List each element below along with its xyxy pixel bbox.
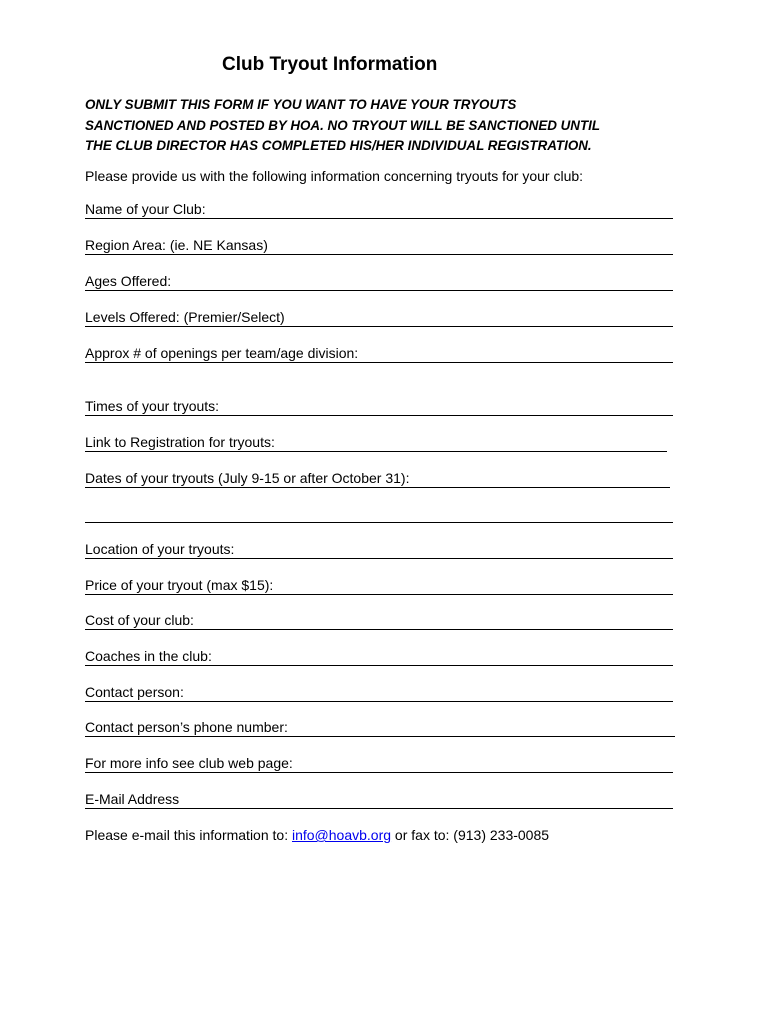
notice-line: SANCTIONED AND POSTED BY HOA. NO TRYOUT WILL BE SANCTIONED UNTIL — [85, 117, 601, 133]
field-label: E-Mail Address — [85, 791, 180, 807]
page-title: Club Tryout Information — [222, 54, 438, 75]
field-label: Location of your tryouts: — [85, 541, 235, 557]
field-label: Times of your tryouts: — [85, 398, 220, 414]
field-openings[interactable] — [85, 342, 673, 363]
footer-suffix: or fax to: (913) 233-0085 — [391, 827, 550, 843]
field-label: Coaches in the club: — [85, 648, 212, 664]
field-tryout-dates[interactable] — [85, 467, 670, 488]
submission-instructions — [85, 827, 549, 843]
field-email-address[interactable] — [85, 788, 673, 809]
field-club-name[interactable] — [85, 198, 673, 219]
notice-line: THE CLUB DIRECTOR HAS COMPLETED HIS/HER INDIVIDUAL REGISTRATION. — [85, 138, 592, 153]
field-label: Price of your tryout (max $15): — [85, 577, 274, 593]
field-label: Contact person’s phone number: — [85, 719, 288, 735]
field-tryout-times[interactable] — [85, 395, 673, 416]
field-label: For more info see club web page: — [85, 755, 293, 771]
field-levels-offered[interactable] — [85, 306, 673, 327]
email-link[interactable]: info@hoavb.org — [291, 827, 392, 843]
field-label: Approx # of openings per team/age division: — [85, 345, 359, 361]
field-tryout-dates-continued[interactable] — [85, 502, 673, 523]
field-label: Dates of your tryouts (July 9-15 or after October 31): — [85, 470, 410, 486]
intro-text: Please provide us with the following information concerning tryouts for your club: — [85, 168, 584, 184]
field-contact-person[interactable] — [85, 681, 673, 702]
field-label: Levels Offered: (Premier/Select) — [85, 309, 285, 325]
field-region-area[interactable] — [85, 234, 673, 255]
field-label: Contact person: — [85, 684, 184, 700]
field-registration-link[interactable] — [85, 431, 667, 452]
field-label: Ages Offered: — [85, 273, 172, 289]
field-contact-phone[interactable] — [85, 716, 675, 737]
field-ages-offered[interactable] — [85, 270, 673, 291]
notice-line: ONLY SUBMIT THIS FORM IF YOU WANT TO HAVE YOUR TRYOUTS — [85, 97, 517, 112]
field-tryout-location[interactable] — [85, 538, 673, 559]
sanction-notice — [85, 95, 685, 157]
field-label: Link to Registration for tryouts: — [85, 434, 275, 450]
field-label: Name of your Club: — [85, 201, 206, 217]
field-club-cost[interactable] — [85, 609, 673, 630]
field-club-web-page[interactable] — [85, 752, 673, 773]
field-label: Region Area: (ie. NE Kansas) — [85, 237, 268, 253]
field-label: Cost of your club: — [85, 612, 194, 628]
footer-prefix: Please e-mail this information to: — [85, 827, 292, 843]
field-tryout-price[interactable] — [85, 574, 673, 595]
field-coaches[interactable] — [85, 645, 673, 666]
